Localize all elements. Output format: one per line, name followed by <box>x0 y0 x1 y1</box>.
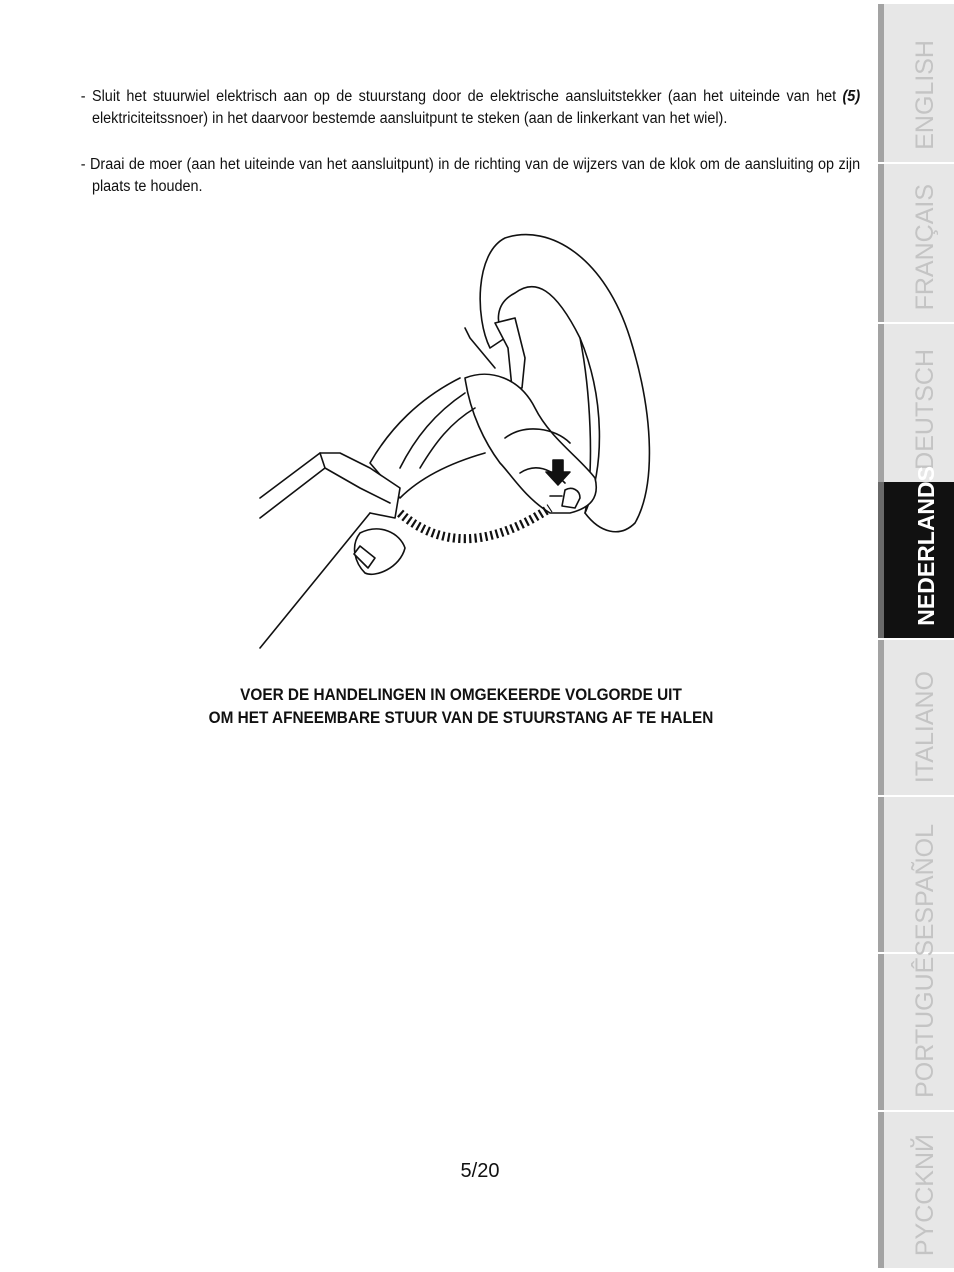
language-tabs <box>874 0 954 1272</box>
tab-espanol[interactable] <box>878 797 954 952</box>
instruction-tighten: - Draai de moer (aan het uiteinde van het aansluitpunt) in de richting van de wijzers van de klok om de aansluiting op zijn plaats te houden. <box>80 156 861 195</box>
tab-label: PYCCKNЙ <box>911 1133 939 1256</box>
tab-francais[interactable] <box>878 164 954 322</box>
tab-deutsch[interactable] <box>878 324 954 482</box>
steering-wheel-illustration <box>250 228 670 658</box>
instruction-connect <box>78 86 860 130</box>
tab-label: ESPAÑOL <box>911 823 939 940</box>
reverse-instruction-caption <box>78 684 844 730</box>
tab-label: PORTUGUÊS <box>911 940 939 1098</box>
tab-label: FRANÇAIS <box>911 183 939 310</box>
tab-russian[interactable] <box>878 1112 954 1268</box>
instruction-connect-text-end: elektriciteitssnoer) in het daarvoor bestemde aansluitpunt te steken (aan de linkerkant van het wiel). <box>91 110 728 127</box>
instruction-connect-text: - Sluit het stuurwiel elektrisch aan op de stuurstang door de elektrische aansluitstekker (aan het uiteinde van het <box>80 88 843 105</box>
tab-portugues[interactable] <box>878 940 954 1110</box>
instructions <box>78 86 861 222</box>
tab-italiano[interactable] <box>878 640 954 795</box>
tab-nederlands[interactable] <box>878 466 954 638</box>
tab-english[interactable] <box>878 4 954 162</box>
caption-line-2: OM HET AFNEEMBARE STUUR VAN DE STUURSTANG AF TE HALEN <box>208 709 714 727</box>
page-number: 5/20 <box>460 1160 500 1182</box>
cable-reference: (5) <box>842 88 861 105</box>
tab-label: ITALIANO <box>911 670 939 783</box>
tab-label: NEDERLANDS <box>913 466 939 626</box>
tab-label: ENGLISH <box>911 40 939 150</box>
caption-line-1: VOER DE HANDELINGEN IN OMGEKEERDE VOLGORDE UIT <box>240 686 682 704</box>
tab-label: DEUTSCH <box>911 349 939 470</box>
